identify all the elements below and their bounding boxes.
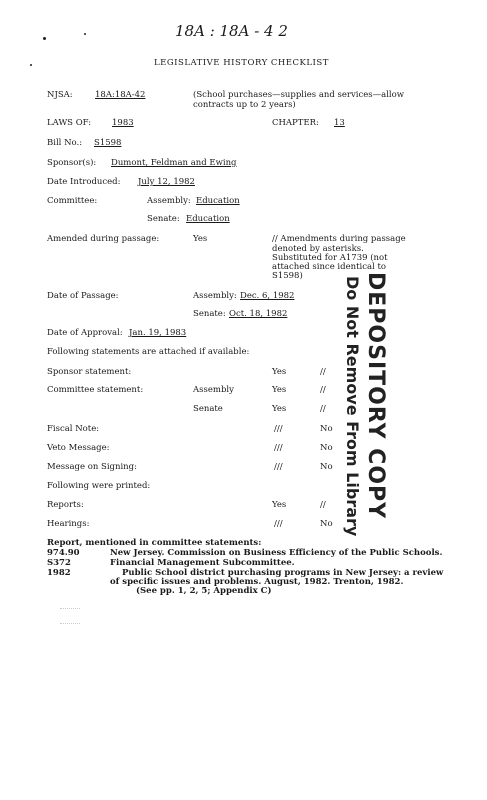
njsa-description-1: (School purchases—supplies and services—allow bbox=[193, 90, 405, 100]
report-code: 974.90 bbox=[47, 548, 80, 558]
sponsor-statement-value: Yes bbox=[272, 367, 287, 377]
passage-assembly-value: Dec. 6, 1982 bbox=[240, 291, 295, 301]
passage-assembly-label: Assembly: bbox=[193, 291, 237, 301]
committee-statement-assembly-mark: // bbox=[320, 385, 326, 395]
committee-statement-assembly-label: Assembly bbox=[193, 385, 234, 395]
amended-label: Amended during passage: bbox=[47, 234, 160, 244]
hearings-label: Hearings: bbox=[47, 519, 90, 529]
hearings-mark: /// bbox=[274, 519, 283, 529]
amended-value: Yes bbox=[193, 234, 208, 244]
committee-assembly-value: Education bbox=[196, 196, 240, 206]
amended-note-2: denoted by asterisks. bbox=[272, 244, 364, 254]
depository-stamp bbox=[342, 272, 388, 537]
signing-message-value: No bbox=[320, 462, 333, 472]
committee-statement-assembly-value: Yes bbox=[272, 385, 287, 395]
chapter-label: CHAPTER: bbox=[272, 118, 319, 128]
njsa-description-2: contracts up to 2 years) bbox=[193, 100, 296, 110]
committee-statement-senate-label: Senate bbox=[193, 404, 223, 414]
chapter-value: 13 bbox=[334, 118, 345, 128]
date-introduced-value: July 12, 1982 bbox=[138, 177, 195, 187]
speck bbox=[84, 33, 86, 35]
depository-stamp-line-1: DEPOSITORY COPY bbox=[363, 272, 388, 520]
amended-note-1: // Amendments during passage bbox=[272, 234, 406, 244]
signing-message-mark: /// bbox=[274, 462, 283, 472]
depository-stamp-line-2: Do Not Remove From Library bbox=[343, 276, 362, 537]
fiscal-note-label: Fiscal Note: bbox=[47, 424, 100, 434]
printed-intro: Following were printed: bbox=[47, 481, 151, 491]
report-continuation: of specific issues and problems. August, 1982. Trenton, 1982. bbox=[110, 577, 404, 587]
amended-note-4: attached since identical to bbox=[272, 262, 387, 272]
committee-label: Committee: bbox=[47, 196, 98, 206]
committee-statement-label: Committee statement: bbox=[47, 385, 144, 395]
page-title: LEGISLATIVE HISTORY CHECKLIST bbox=[154, 58, 329, 68]
veto-message-label: Veto Message: bbox=[47, 443, 110, 453]
report-see-pages: (See pp. 1, 2, 5; Appendix C) bbox=[136, 586, 272, 596]
date-introduced-label: Date Introduced: bbox=[47, 177, 121, 187]
speck bbox=[43, 37, 46, 40]
veto-message-value: No bbox=[320, 443, 333, 453]
sponsor-statement-mark: // bbox=[320, 367, 326, 377]
committee-statement-senate-value: Yes bbox=[272, 404, 287, 414]
committee-statement-senate-mark: // bbox=[320, 404, 326, 414]
sponsors-value: Dumont, Feldman and Ewing bbox=[111, 158, 237, 168]
reports-label: Reports: bbox=[47, 500, 84, 510]
speck bbox=[30, 64, 32, 66]
report-text: Public School district purchasing programs in New Jersey: a review bbox=[122, 568, 444, 578]
report-text: Financial Management Subcommittee. bbox=[110, 558, 295, 568]
sponsors-label: Sponsor(s): bbox=[47, 158, 97, 168]
attached-intro: Following statements are attached if available: bbox=[47, 347, 250, 357]
passage-senate-label: Senate: bbox=[193, 309, 226, 319]
approval-label: Date of Approval: bbox=[47, 328, 123, 338]
sponsor-statement-label: Sponsor statement: bbox=[47, 367, 132, 377]
committee-senate-value: Education bbox=[186, 214, 230, 224]
hearings-value: No bbox=[320, 519, 333, 529]
amended-note-5: S1598) bbox=[272, 271, 303, 281]
amended-note-3: Substituted for A1739 (not bbox=[272, 253, 388, 263]
bill-label: Bill No.: bbox=[47, 138, 83, 148]
laws-of-value: 1983 bbox=[112, 118, 134, 128]
njsa-label: NJSA: bbox=[47, 90, 73, 100]
report-code: S372 bbox=[47, 558, 71, 568]
veto-message-mark: /// bbox=[274, 443, 283, 453]
report-heading: Report, mentioned in committee statements: bbox=[47, 538, 262, 548]
fiscal-note-value: No bbox=[320, 424, 333, 434]
passage-label: Date of Passage: bbox=[47, 291, 119, 301]
faint-mark bbox=[60, 608, 80, 624]
njsa-value: 18A:18A-42 bbox=[95, 90, 146, 100]
handwritten-reference: 18A : 18A - 4 2 bbox=[175, 22, 288, 40]
approval-value: Jan. 19, 1983 bbox=[129, 328, 187, 338]
reports-mark: // bbox=[320, 500, 326, 510]
reports-value: Yes bbox=[272, 500, 287, 510]
committee-senate-label: Senate: bbox=[147, 214, 180, 224]
bill-value: S1598 bbox=[94, 138, 122, 148]
fiscal-note-mark: /// bbox=[274, 424, 283, 434]
report-code: 1982 bbox=[47, 568, 71, 578]
committee-assembly-label: Assembly: bbox=[147, 196, 191, 206]
report-text: New Jersey. Commission on Business Efficiency of the Public Schools. bbox=[110, 548, 443, 558]
laws-of-label: LAWS OF: bbox=[47, 118, 92, 128]
signing-message-label: Message on Signing: bbox=[47, 462, 137, 472]
passage-senate-value: Oct. 18, 1982 bbox=[229, 309, 288, 319]
